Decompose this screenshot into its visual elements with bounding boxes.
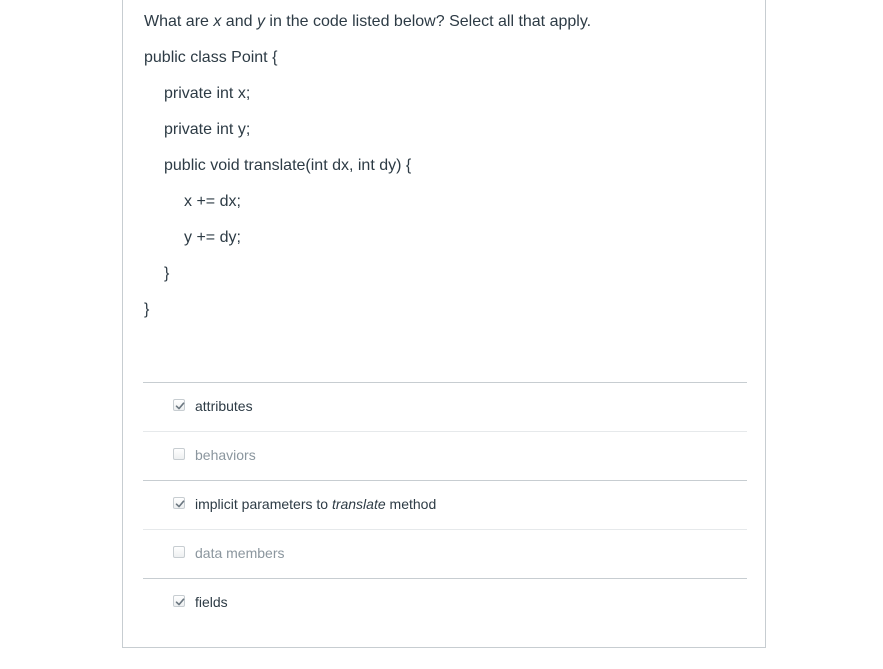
code-line-y-plus: y += dy;: [184, 229, 241, 246]
answer-label-pre: implicit parameters to: [195, 496, 332, 512]
code-line-method: public void translate(int dx, int dy) {: [164, 157, 412, 174]
answer-checkbox-fields[interactable]: [173, 595, 185, 607]
code-line-class: public class Point {: [144, 49, 278, 66]
answer-checkbox-data-members[interactable]: [173, 546, 185, 558]
question-var-x: x: [213, 13, 222, 30]
check-icon: [175, 499, 185, 509]
answer-checkbox-behaviors[interactable]: [173, 448, 185, 460]
code-line-x-plus: x += dx;: [184, 193, 241, 210]
code-line-field-y: private int y;: [164, 121, 251, 138]
answer-implicit-parameters[interactable]: [143, 481, 747, 530]
question-suffix: in the code listed below? Select all that apply.: [264, 13, 592, 30]
question-var-y: y: [256, 13, 265, 30]
question-card: [122, 0, 766, 648]
question-text: [144, 12, 591, 32]
answer-label-em: translate: [331, 496, 386, 512]
question-mid: and: [221, 13, 257, 30]
answer-checkbox-attributes[interactable]: [173, 399, 185, 411]
answer-data-members[interactable]: [143, 530, 747, 579]
answer-label-attributes: attributes: [195, 398, 253, 414]
answer-attributes[interactable]: [143, 383, 747, 432]
question-prefix: What are: [144, 13, 214, 30]
answer-label-behaviors: behaviors: [195, 447, 256, 463]
check-icon: [175, 401, 185, 411]
answer-fields[interactable]: [143, 579, 747, 627]
answer-label-implicit-parameters: [195, 495, 436, 513]
answer-behaviors[interactable]: [143, 432, 747, 481]
answer-label-fields: fields: [195, 594, 228, 610]
code-line-method-close: }: [164, 265, 170, 282]
answer-list: [143, 382, 747, 627]
code-line-field-x: private int x;: [164, 85, 251, 102]
answer-label-post: method: [385, 496, 437, 512]
answer-checkbox-implicit-parameters[interactable]: [173, 497, 185, 509]
check-icon: [175, 597, 185, 607]
code-line-class-close: }: [144, 301, 150, 318]
answer-label-data-members: data members: [195, 545, 285, 561]
